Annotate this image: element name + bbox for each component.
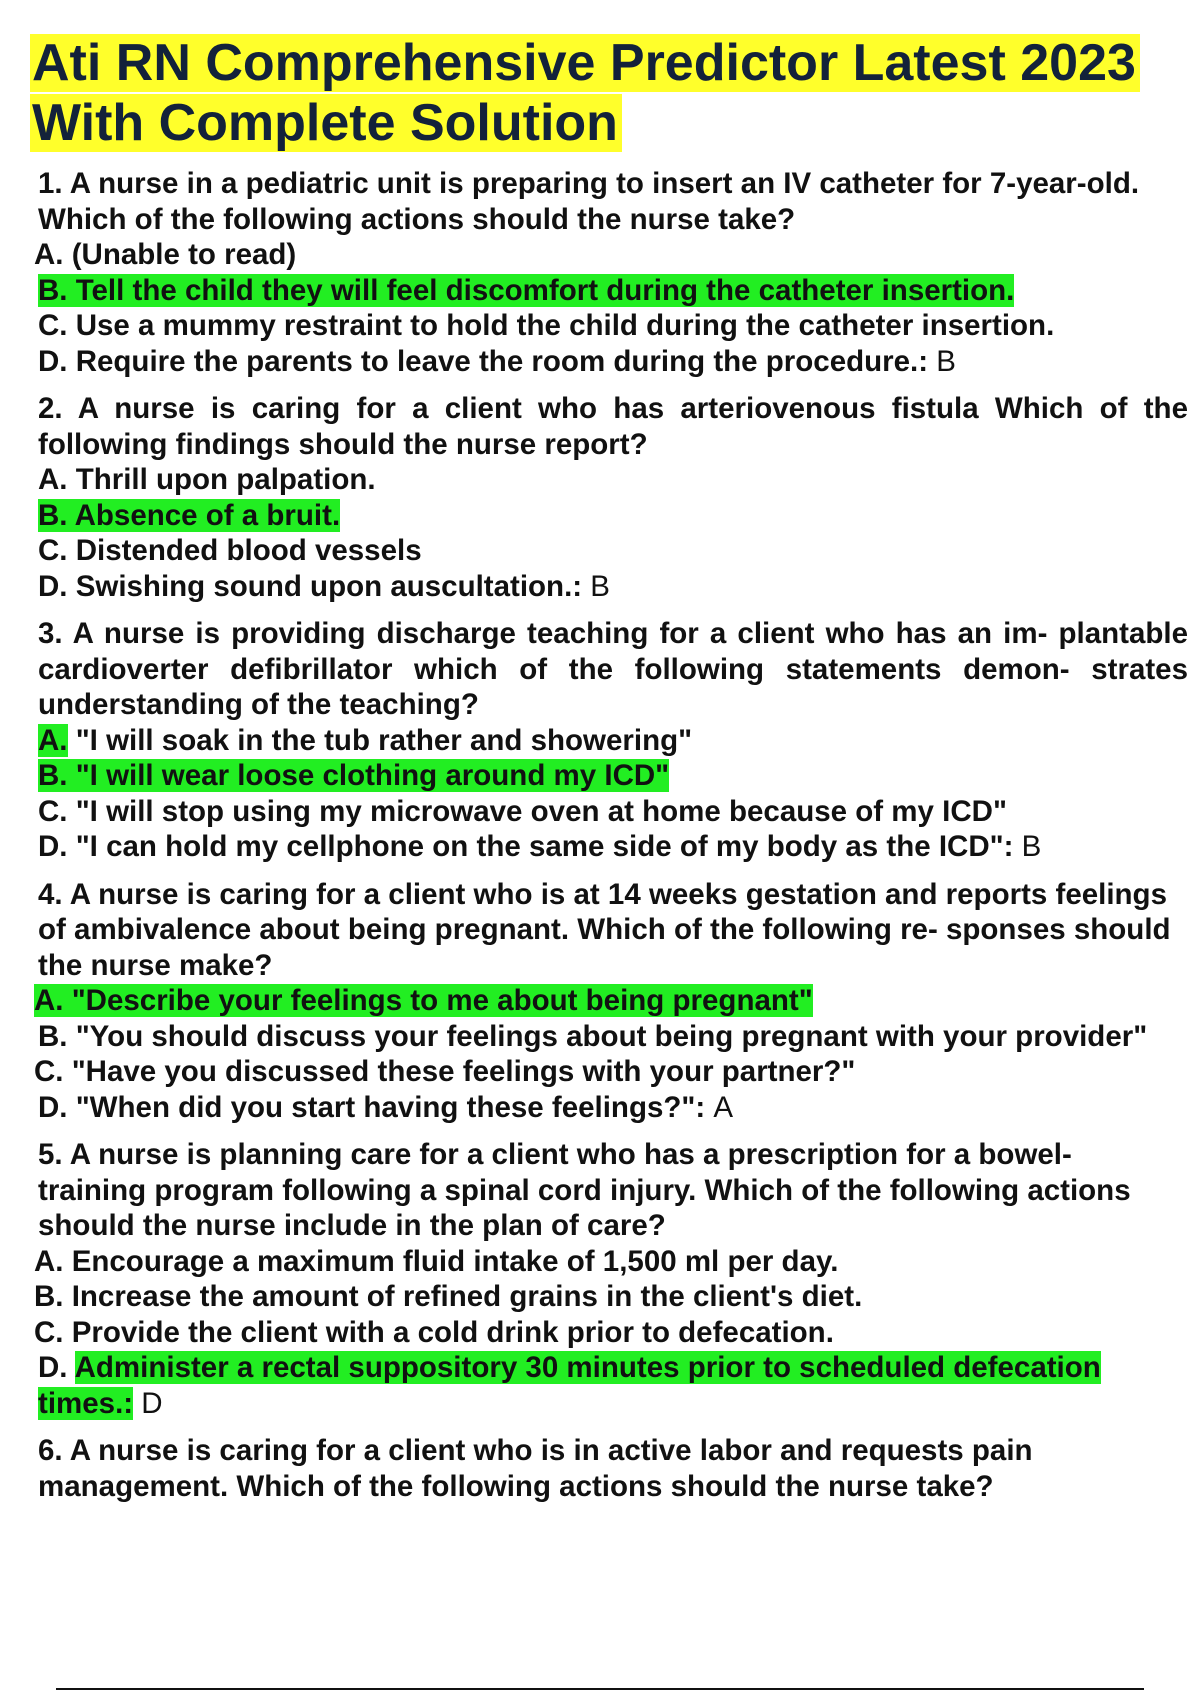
question-stem: 3. A nurse is providing discharge teaching for a client who has an im- plantable cardioverter defibrillator which of the following statements demon- strates understanding of the teaching? — [38, 617, 1188, 721]
question-6 — [38, 1433, 1188, 1504]
option-d: D. Swishing sound upon auscultation.: — [38, 569, 583, 603]
question-5 — [34, 1137, 1188, 1421]
question-stem: 4. A nurse is caring for a client who is at 14 weeks gestation and reports feelings of ambivalence about being pregnant. Which of the following re- sponses should the nurse make? — [38, 877, 1171, 982]
answer-key: B — [590, 569, 610, 603]
option-c: C. Provide the client with a cold drink prior to defecation. — [34, 1315, 834, 1349]
option-a: A. Thrill upon palpation. — [38, 463, 376, 496]
option-b: B. "You should discuss your feelings about being pregnant with your provider" — [38, 1019, 1148, 1053]
option-a: A. (Unable to read) — [34, 238, 297, 271]
answer-key: A — [713, 1090, 734, 1124]
question-1 — [34, 166, 1188, 379]
question-2 — [38, 391, 1188, 604]
option-b-correct: B. Absence of a bruit. — [38, 498, 341, 532]
questions-list — [34, 166, 1188, 1516]
option-c: C. Distended blood vessels — [38, 534, 422, 567]
question-4 — [34, 877, 1188, 1126]
option-a: "I will soak in the tub rather and showering" — [67, 723, 693, 757]
option-c: C. Use a mummy restraint to hold the child during the catheter insertion. — [38, 309, 1055, 342]
option-b: B. Increase the amount of refined grains in the client's diet. — [34, 1280, 863, 1313]
option-d-correct: Administer a rectal suppository 30 minutes prior to scheduled defecation times.: — [38, 1351, 1101, 1420]
option-d: D. Require the parents to leave the room during the procedure.: — [38, 344, 929, 378]
title-line-1: Ati RN Comprehensive Predictor Latest 2023 — [30, 34, 1140, 92]
option-b-correct: B. Tell the child they will feel discomfort during the catheter insertion. — [38, 273, 1015, 307]
answer-key: B — [1021, 830, 1042, 863]
option-d: D. "I can hold my cellphone on the same side of my body as the ICD": — [38, 830, 1014, 863]
title-line-2: With Complete Solution — [30, 94, 622, 152]
option-a-label: A. — [38, 723, 68, 757]
question-3 — [38, 616, 1188, 865]
option-b-correct: B. "I will wear loose clothing around my ICD" — [38, 759, 670, 792]
question-stem: 1. A nurse in a pediatric unit is preparing to insert an IV catheter for 7-year-old. Which of the following actions should the nurse take? — [38, 167, 1140, 236]
option-c: C. "I will stop using my microwave oven at home because of my ICD" — [38, 794, 1007, 828]
question-stem: 5. A nurse is planning care for a client who has a prescription for a bowel- training program following a spinal cord injury. Which of the following actions should the nurse include in the plan of care? — [38, 1138, 1131, 1242]
answer-key: B — [936, 344, 956, 378]
option-a-correct: A. "Describe your feelings to me about being pregnant" — [34, 984, 813, 1017]
question-stem: 6. A nurse is caring for a client who is in active labor and requests pain management. Which of the following actions should the nurse take? — [38, 1434, 1033, 1503]
option-a: A. Encourage a maximum fluid intake of 1,500 ml per day. — [34, 1244, 839, 1278]
footer-divider — [56, 1688, 1144, 1690]
answer-key: D — [141, 1386, 163, 1420]
option-d-label: D. — [38, 1351, 68, 1384]
option-d: D. "When did you start having these feelings?": — [38, 1090, 706, 1124]
question-stem: 2. A nurse is caring for a client who has arteriovenous fistula Which of the following findings should the nurse report? — [38, 392, 1188, 461]
option-c: C. "Have you discussed these feelings with your partner?" — [34, 1055, 856, 1088]
document-title — [30, 34, 1180, 154]
